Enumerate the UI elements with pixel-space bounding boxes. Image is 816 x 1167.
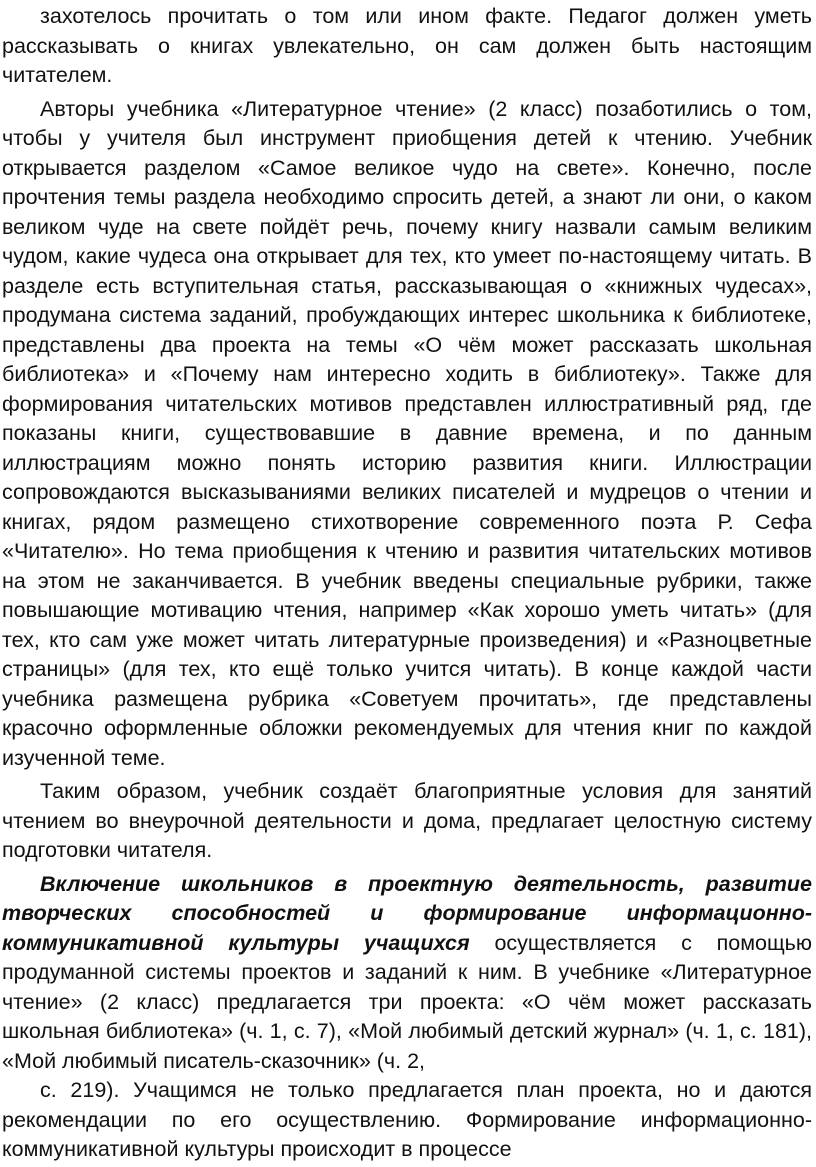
paragraph-5: с. 219). Учащимся не только предлагается план проекта, но и даются рекомендации по его осуществлению. Формирование информационно-коммуникативной культуры происходит в процессе	[2, 1078, 812, 1161]
paragraph-3: Таким образом, учебник создаёт благоприятные условия для занятий чтением во внеурочной деятельности и дома, предлагает целостную систему подготовки читателя.	[2, 779, 812, 862]
paragraph-1: захотелось прочитать о том или ином факте. Педагог должен уметь рассказывать о книгах увлекательно, он сам должен быть настоящим читателем.	[2, 4, 812, 87]
paragraph-4-text: осуществляется с помощью продуманной системы проектов и заданий к ним. В учебнике «Литературное чтение» (2 класс) предлагается три проекта: «О чём может рассказать школьная библиотека» (ч. 1, с. 7), «Мой любимый детский журнал» (ч. 1, с. 181), «Мой любимый писатель-сказочник» (ч. 2,	[2, 930, 813, 1073]
paragraph-2: Авторы учебника «Литературное чтение» (2 класс) позаботились о том, чтобы у учителя был инструмент приобщения детей к чтению. Учебник открывается разделом «Самое великое чудо на свете». Конечно, после прочтения темы раздела необходимо спросить детей, а знают ли они, о каком великом чуде на свете пойдёт речь, почему книгу назвали самым великим чудом, какие чудеса она открывает для тех, кто умеет по-настоящему читать. В разделе есть вступительная статья, рассказывающая о «книжных чудесах», продумана система заданий, пробуждающих интерес школьника к библиотеке, представлены два проекта на темы «О чём может рассказать школьная библиотека» и «Почему нам интересно ходить в библиотеку». Также для формирования читательских мотивов представлен иллюстративный ряд, где показаны книги, существовавшие в давние времена, и по данным иллюстрациям можно понять историю развития книги. Иллюстрации сопровождаются высказываниями великих писателей и мудрецов о чтении и книгах, рядом размещено стихотворение современного поэта Р. Сефа «Читателю». Но тема приобщения к чтению и развития читательских мотивов на этом не заканчивается. В учебник введены специальные рубрики, также повышающие мотивацию чтения, например «Как хорошо уметь читать» (для тех, кто сам уже может читать литературные произведения) и «Разноцветные страницы» (для тех, кто ещё только учится читать). В конце каждой части учебника размещена рубрика «Советуем прочитать», где представлены красочно оформленные обложки рекомендуемых для чтения книг по каждой изученной теме.	[2, 96, 812, 770]
paragraph-4	[2, 870, 812, 1077]
document-page	[2, 0, 812, 1165]
paragraph-4-emphasis: Включение школьников в проектную деятельность, развитие творческих способностей и формирование информационно-коммуникативной культуры учащихся	[2, 871, 812, 955]
